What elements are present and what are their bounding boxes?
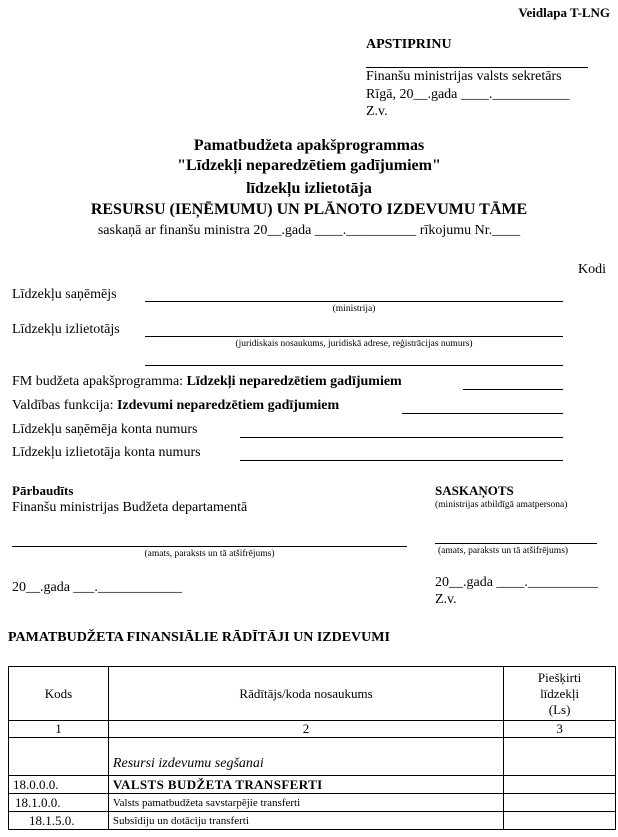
function-label: Valdības funkcija: <box>12 398 117 413</box>
user-input-line[interactable] <box>145 336 563 337</box>
agreed-heading: SASKAŅOTS <box>435 483 514 498</box>
col-number-2: 2 <box>108 721 503 738</box>
row-name: Subsīdiju un dotāciju transferti <box>108 812 503 830</box>
row-name: VALSTS BUDŽETA TRANSFERTI <box>108 776 503 794</box>
function-code-line[interactable] <box>402 413 563 414</box>
subprogram-value: Līdzekļi neparedzētiem gadījumiem <box>186 374 402 389</box>
codes-label: Kodi <box>578 262 606 277</box>
table-row <box>9 776 616 794</box>
recipient-account-label: Līdzekļu saņēmēja konta numurs <box>12 422 198 437</box>
recipient-label: Līdzekļu saņēmējs <box>12 287 117 302</box>
title-line-1: Pamatbudžeta apakšprogrammas <box>193 137 425 154</box>
recipient-account-line[interactable] <box>240 437 563 438</box>
header-allocated-2: līdzekļi <box>540 685 580 701</box>
section-title: PAMATBUDŽETA FINANSIĀLIE RĀDĪTĀJI UN IZDEVUMI <box>8 630 390 645</box>
row-value[interactable] <box>504 776 616 794</box>
row-code: 18.1.5.0. <box>9 812 109 830</box>
checked-signature-line[interactable] <box>12 546 407 547</box>
form-code: Veidlapa T-LNG <box>518 5 610 20</box>
checked-heading: Pārbaudīts <box>12 483 74 498</box>
user-input-line-2[interactable] <box>145 365 563 366</box>
approval-heading: APSTIPRINU <box>366 37 452 52</box>
financial-table <box>8 666 616 830</box>
agreed-sign-hint: (amats, paraksts un tā atšifrējums) <box>438 546 569 556</box>
title-line-2: "Līdzekļi neparedzētiem gadījumiem" <box>177 157 441 174</box>
user-hint: (juridiskais nosaukums, juridiskā adrese, reģistrācijas numurs) <box>235 339 473 349</box>
user-label: Līdzekļu izlietotājs <box>12 322 120 337</box>
col-number-3: 3 <box>504 721 616 738</box>
table-number-row <box>9 721 616 738</box>
row-name: Valsts pamatbudžeta savstarpējie transferti <box>108 794 503 812</box>
approval-seal: Z.v. <box>366 104 388 119</box>
header-code: Kods <box>9 667 109 721</box>
agreed-date: 20__.gada ____.__________ <box>435 575 598 590</box>
table-section-row <box>9 738 616 776</box>
header-allocated-3: (Ls) <box>548 701 571 717</box>
section-row-label: Resursi izdevumu segšanai <box>108 738 503 776</box>
recipient-input-line[interactable] <box>145 301 563 302</box>
table-header-row <box>9 667 616 721</box>
table-row <box>9 812 616 830</box>
approval-place-date: Rīgā, 20__.gada ____.___________ <box>366 87 570 102</box>
table-row <box>9 794 616 812</box>
row-value[interactable] <box>504 812 616 830</box>
agreed-seal: Z.v. <box>435 592 457 607</box>
subprogram-code-line[interactable] <box>463 389 563 390</box>
user-account-label: Līdzekļu izlietotāja konta numurs <box>12 445 201 460</box>
header-allocated <box>504 667 616 721</box>
section-value-cell[interactable] <box>504 738 616 776</box>
title-line-5: saskaņā ar finanšu ministra 20__.gada ____.__________ rīkojumu Nr.____ <box>97 223 521 238</box>
function-value: Izdevumi neparedzētiem gadījumiem <box>116 398 340 413</box>
header-allocated-1: Piešķirti <box>537 669 582 685</box>
section-code-cell <box>9 738 109 776</box>
checked-sign-hint: (amats, paraksts un tā atšifrējums) <box>144 549 275 559</box>
checked-date: 20__.gada ___.____________ <box>12 580 182 595</box>
col-number-1: 1 <box>9 721 109 738</box>
approval-signature-line <box>366 67 588 68</box>
title-line-3: līdzekļu izlietotāja <box>246 180 372 197</box>
row-code: 18.1.0.0. <box>9 794 109 812</box>
approval-signer: Finanšu ministrijas valsts sekretārs <box>366 69 562 84</box>
agreed-official-hint: (ministrijas atbildīgā amatpersona) <box>435 500 568 510</box>
function-row <box>12 398 339 414</box>
checked-department: Finanšu ministrijas Budžeta departamentā <box>12 500 248 515</box>
user-account-line[interactable] <box>240 460 563 461</box>
subprogram-label: FM budžeta apakšprogramma: <box>12 374 187 389</box>
recipient-hint: (ministrija) <box>332 304 376 314</box>
agreed-signature-line[interactable] <box>435 543 597 544</box>
title-line-4: RESURSU (IEŅĒMUMU) UN PLĀNOTO IZDEVUMU TĀME <box>90 201 528 218</box>
row-value[interactable] <box>504 794 616 812</box>
row-code: 18.0.0.0. <box>9 776 109 794</box>
header-name: Rādītājs/koda nosaukums <box>108 667 503 721</box>
subprogram-row <box>12 374 402 390</box>
